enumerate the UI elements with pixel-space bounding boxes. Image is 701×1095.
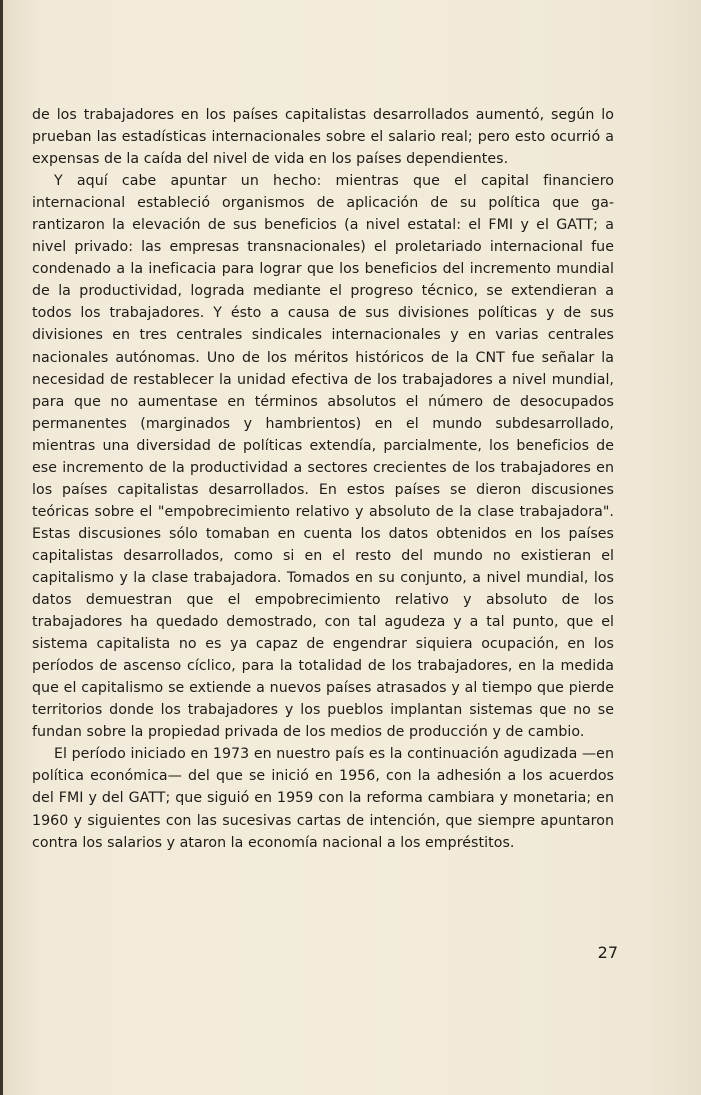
paragraph-3: El período iniciado en 1973 en nuestro país es la continuación agudizada —en política económica— del que se inició en 1956, con la adhesión a los acuerdos del FMI y del GATT; que siguió en 1959 con la reforma cambiara y monetaria; en 1960 y siguientes con las sucesivas cartas de intención, que siempre apuntaron contra los salarios y ataron la economía nacional a los empréstitos. — [32, 746, 614, 851]
paragraph-1: de los trabajadores en los países capitalistas desarrollados aumentó, según lo prueban las estadísticas internacionales sobre el salario real; pero esto ocurrió a expensas de la caída del nivel de vida en los países dependientes. — [32, 107, 614, 168]
page-spine-edge — [0, 0, 3, 1095]
paragraph-2: Y aquí cabe apuntar un hecho: mientras que el capital financiero internacional estableció organismos de aplicación de su política que garantizaron la elevación de sus beneficios (a nivel estatal: el FMI y el GATT; a nivel privado: las empresas transnacionales) el proletariado internacional fue condenado a la ineficacia para lograr que los beneficios del incremento mundial de la productividad, lograda mediante el progreso técnico, se extendieran a todos los trabajadores. Y ésto a causa de sus divisiones políticas y de sus divisiones en tres centrales sindicales internacionales y en varias centrales nacionales autónomas. Uno de los méritos históricos de la CNT fue señalar la necesidad de restablecer la unidad efectiva de los trabajadores a nivel mundial, para que no aumentase en términos absolutos el número de desocupados permanentes (marginados y hambrientos) en el mundo subdesarrollado, mientras una diversidad de políticas extendía, parcialmente, los beneficios de ese incremento de la productividad a sectores crecientes de los trabajadores en los países capitalistas desarrollados. En estos países se dieron discusiones teóricas sobre el "empobrecimiento relativo y absoluto de la clase trabajadora". Estas discusiones sólo tomaban en cuenta los datos obtenidos en los países capitalistas desarrollados, como si en el resto del mundo no existieran el capitalismo y la clase trabajadora. Tomados en su conjunto, a nivel mundial, los datos demuestran que el empobrecimiento relativo y absoluto de los trabajadores ha quedado demostrado, con tal agudeza y a tal punto, que el sistema capitalista no es ya capaz de engendrar siquiera ocupación, en los períodos de ascenso cíclico, para la totalidad de los trabajadores, en la medida que el capitalismo se extiende a nuevos países atrasados y al tiempo que pierde territorios donde los trabajadores y los pueblos implantan sistemas que no se fundan sobre la propiedad privada de los medios de producción y de cambio. — [32, 173, 614, 741]
body-text — [32, 104, 614, 854]
page-number: 27 — [597, 943, 618, 962]
